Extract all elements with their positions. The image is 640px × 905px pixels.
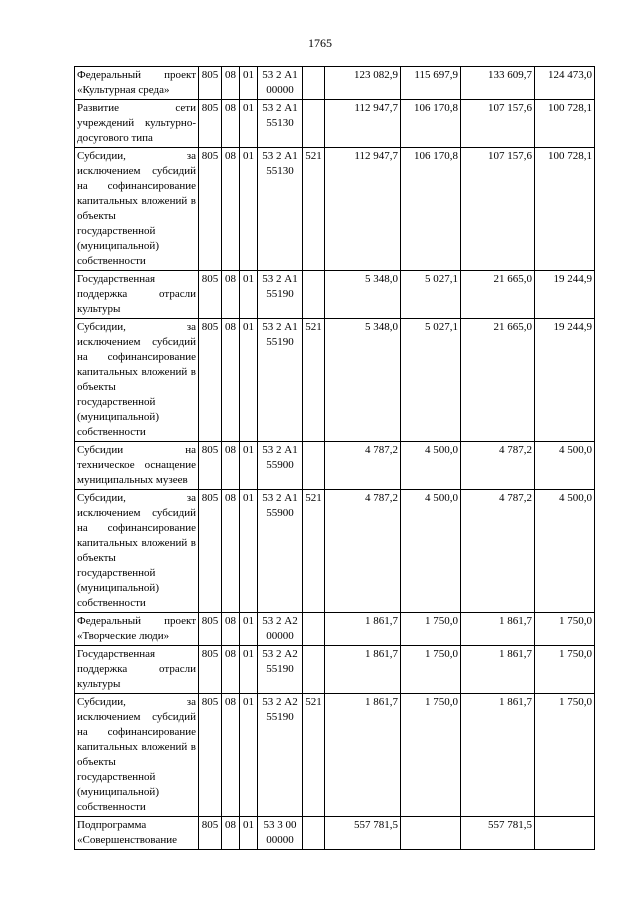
row-target-article — [258, 694, 303, 817]
table-row — [75, 319, 595, 442]
row-value-2: 106 170,8 — [401, 100, 461, 148]
row-value-1: 1 861,7 — [325, 646, 401, 694]
row-expense-type: 521 — [303, 319, 325, 442]
row-target-article-part-1: 53 3 00 — [263, 819, 297, 831]
row-subsection: 01 — [240, 271, 258, 319]
row-value-2: 4 500,0 — [401, 442, 461, 490]
row-target-article-part-2: 55900 — [266, 459, 294, 471]
row-section: 08 — [222, 100, 240, 148]
row-name: Субсидии, за исключением субсидий на софинансирование капитальных вложений в объекты государственной (муниципальной) собственности — [75, 148, 199, 271]
row-section: 08 — [222, 490, 240, 613]
row-expense-type: 521 — [303, 694, 325, 817]
row-value-2: 1 750,0 — [401, 694, 461, 817]
row-value-4: 1 750,0 — [535, 694, 595, 817]
row-ved: 805 — [199, 148, 222, 271]
row-expense-type — [303, 67, 325, 100]
row-name: Государственная поддержка отрасли культуры — [75, 271, 199, 319]
row-name: Федеральный проект «Творческие люди» — [75, 613, 199, 646]
row-target-article — [258, 646, 303, 694]
row-target-article — [258, 817, 303, 850]
page-number: 1765 — [308, 36, 332, 50]
row-subsection: 01 — [240, 817, 258, 850]
row-value-2: 5 027,1 — [401, 319, 461, 442]
row-value-3: 4 787,2 — [461, 442, 535, 490]
row-target-article-part-1: 53 2 А1 — [262, 444, 298, 456]
row-target-article — [258, 271, 303, 319]
row-value-3: 107 157,6 — [461, 100, 535, 148]
row-value-2: 1 750,0 — [401, 613, 461, 646]
row-subsection: 01 — [240, 646, 258, 694]
row-target-article-part-2: 55130 — [266, 117, 294, 129]
row-target-article — [258, 148, 303, 271]
row-value-3: 107 157,6 — [461, 148, 535, 271]
table-row — [75, 613, 595, 646]
row-section: 08 — [222, 67, 240, 100]
row-ved: 805 — [199, 67, 222, 100]
row-section: 08 — [222, 613, 240, 646]
row-ved: 805 — [199, 100, 222, 148]
table-row — [75, 694, 595, 817]
row-value-4: 19 244,9 — [535, 319, 595, 442]
table-row — [75, 148, 595, 271]
row-ved: 805 — [199, 646, 222, 694]
row-subsection: 01 — [240, 442, 258, 490]
row-subsection: 01 — [240, 148, 258, 271]
row-target-article-part-2: 00000 — [266, 84, 294, 96]
row-value-4: 4 500,0 — [535, 442, 595, 490]
row-value-1: 123 082,9 — [325, 67, 401, 100]
row-target-article-part-2: 55190 — [266, 663, 294, 675]
row-value-3: 4 787,2 — [461, 490, 535, 613]
row-ved: 805 — [199, 271, 222, 319]
row-expense-type: 521 — [303, 490, 325, 613]
row-value-1: 1 861,7 — [325, 694, 401, 817]
row-value-1: 112 947,7 — [325, 100, 401, 148]
row-value-4: 19 244,9 — [535, 271, 595, 319]
row-section: 08 — [222, 817, 240, 850]
row-section: 08 — [222, 319, 240, 442]
row-target-article-part-2: 55190 — [266, 711, 294, 723]
row-ved: 805 — [199, 490, 222, 613]
row-value-3: 133 609,7 — [461, 67, 535, 100]
row-value-1: 112 947,7 — [325, 148, 401, 271]
row-section: 08 — [222, 271, 240, 319]
row-subsection: 01 — [240, 613, 258, 646]
row-value-3: 1 861,7 — [461, 613, 535, 646]
row-target-article-part-1: 53 2 А1 — [262, 273, 298, 285]
row-value-2 — [401, 817, 461, 850]
table-row — [75, 271, 595, 319]
row-target-article-part-1: 53 2 А1 — [262, 321, 298, 333]
row-expense-type — [303, 646, 325, 694]
row-name: Государственная поддержка отрасли культуры — [75, 646, 199, 694]
row-section: 08 — [222, 694, 240, 817]
row-value-1: 4 787,2 — [325, 490, 401, 613]
row-expense-type — [303, 442, 325, 490]
row-value-4: 124 473,0 — [535, 67, 595, 100]
row-value-4: 100 728,1 — [535, 100, 595, 148]
row-value-1: 4 787,2 — [325, 442, 401, 490]
table-row — [75, 646, 595, 694]
row-value-1: 1 861,7 — [325, 613, 401, 646]
row-name: Субсидии, за исключением субсидий на софинансирование капитальных вложений в объекты государственной (муниципальной) собственности — [75, 490, 199, 613]
row-subsection: 01 — [240, 490, 258, 613]
row-value-3: 557 781,5 — [461, 817, 535, 850]
row-value-1: 5 348,0 — [325, 271, 401, 319]
row-value-3: 1 861,7 — [461, 694, 535, 817]
row-value-4 — [535, 817, 595, 850]
row-subsection: 01 — [240, 694, 258, 817]
row-value-1: 5 348,0 — [325, 319, 401, 442]
row-target-article-part-1: 53 2 А2 — [262, 615, 298, 627]
row-target-article-part-2: 55190 — [266, 288, 294, 300]
row-target-article — [258, 490, 303, 613]
row-target-article-part-1: 53 2 А1 — [262, 492, 298, 504]
row-ved: 805 — [199, 817, 222, 850]
row-target-article-part-1: 53 2 А1 — [262, 150, 298, 162]
row-name: Федеральный проект «Культурная среда» — [75, 67, 199, 100]
row-target-article-part-1: 53 2 А2 — [262, 696, 298, 708]
row-name: Субсидии, за исключением субсидий на софинансирование капитальных вложений в объекты государственной (муниципальной) собственности — [75, 319, 199, 442]
row-target-article-part-2: 55190 — [266, 336, 294, 348]
row-ved: 805 — [199, 613, 222, 646]
row-section: 08 — [222, 442, 240, 490]
row-section: 08 — [222, 148, 240, 271]
row-target-article-part-2: 00000 — [266, 630, 294, 642]
table-row — [75, 817, 595, 850]
row-ved: 805 — [199, 442, 222, 490]
row-section: 08 — [222, 646, 240, 694]
row-target-article-part-1: 53 2 А1 — [262, 102, 298, 114]
row-name: Развитие сети учреждений культурно-досугового типа — [75, 100, 199, 148]
row-subsection: 01 — [240, 319, 258, 442]
row-value-3: 1 861,7 — [461, 646, 535, 694]
row-target-article-part-2: 55130 — [266, 165, 294, 177]
row-expense-type — [303, 271, 325, 319]
row-value-3: 21 665,0 — [461, 271, 535, 319]
row-subsection: 01 — [240, 100, 258, 148]
row-value-2: 1 750,0 — [401, 646, 461, 694]
row-target-article-part-2: 55900 — [266, 507, 294, 519]
table-row — [75, 490, 595, 613]
budget-table — [74, 66, 595, 850]
row-name: Подпрограмма «Совершенствование — [75, 817, 199, 850]
row-name: Субсидии на техническое оснащение муниципальных музеев — [75, 442, 199, 490]
row-target-article — [258, 67, 303, 100]
row-value-2: 106 170,8 — [401, 148, 461, 271]
row-target-article-part-2: 00000 — [266, 834, 294, 846]
row-target-article-part-1: 53 2 А2 — [262, 648, 298, 660]
row-name: Субсидии, за исключением субсидий на софинансирование капитальных вложений в объекты государственной (муниципальной) собственности — [75, 694, 199, 817]
table-row — [75, 67, 595, 100]
row-expense-type — [303, 100, 325, 148]
row-value-1: 557 781,5 — [325, 817, 401, 850]
row-ved: 805 — [199, 319, 222, 442]
row-ved: 805 — [199, 694, 222, 817]
row-value-2: 5 027,1 — [401, 271, 461, 319]
row-target-article-part-1: 53 2 А1 — [262, 69, 298, 81]
row-value-2: 115 697,9 — [401, 67, 461, 100]
row-target-article — [258, 319, 303, 442]
row-value-4: 4 500,0 — [535, 490, 595, 613]
row-value-4: 1 750,0 — [535, 613, 595, 646]
row-expense-type — [303, 613, 325, 646]
table-row — [75, 100, 595, 148]
row-target-article — [258, 100, 303, 148]
row-expense-type: 521 — [303, 148, 325, 271]
table-row — [75, 442, 595, 490]
row-value-3: 21 665,0 — [461, 319, 535, 442]
row-value-4: 100 728,1 — [535, 148, 595, 271]
row-target-article — [258, 442, 303, 490]
row-expense-type — [303, 817, 325, 850]
row-value-2: 4 500,0 — [401, 490, 461, 613]
row-value-4: 1 750,0 — [535, 646, 595, 694]
row-subsection: 01 — [240, 67, 258, 100]
table-body — [75, 67, 595, 850]
row-target-article — [258, 613, 303, 646]
